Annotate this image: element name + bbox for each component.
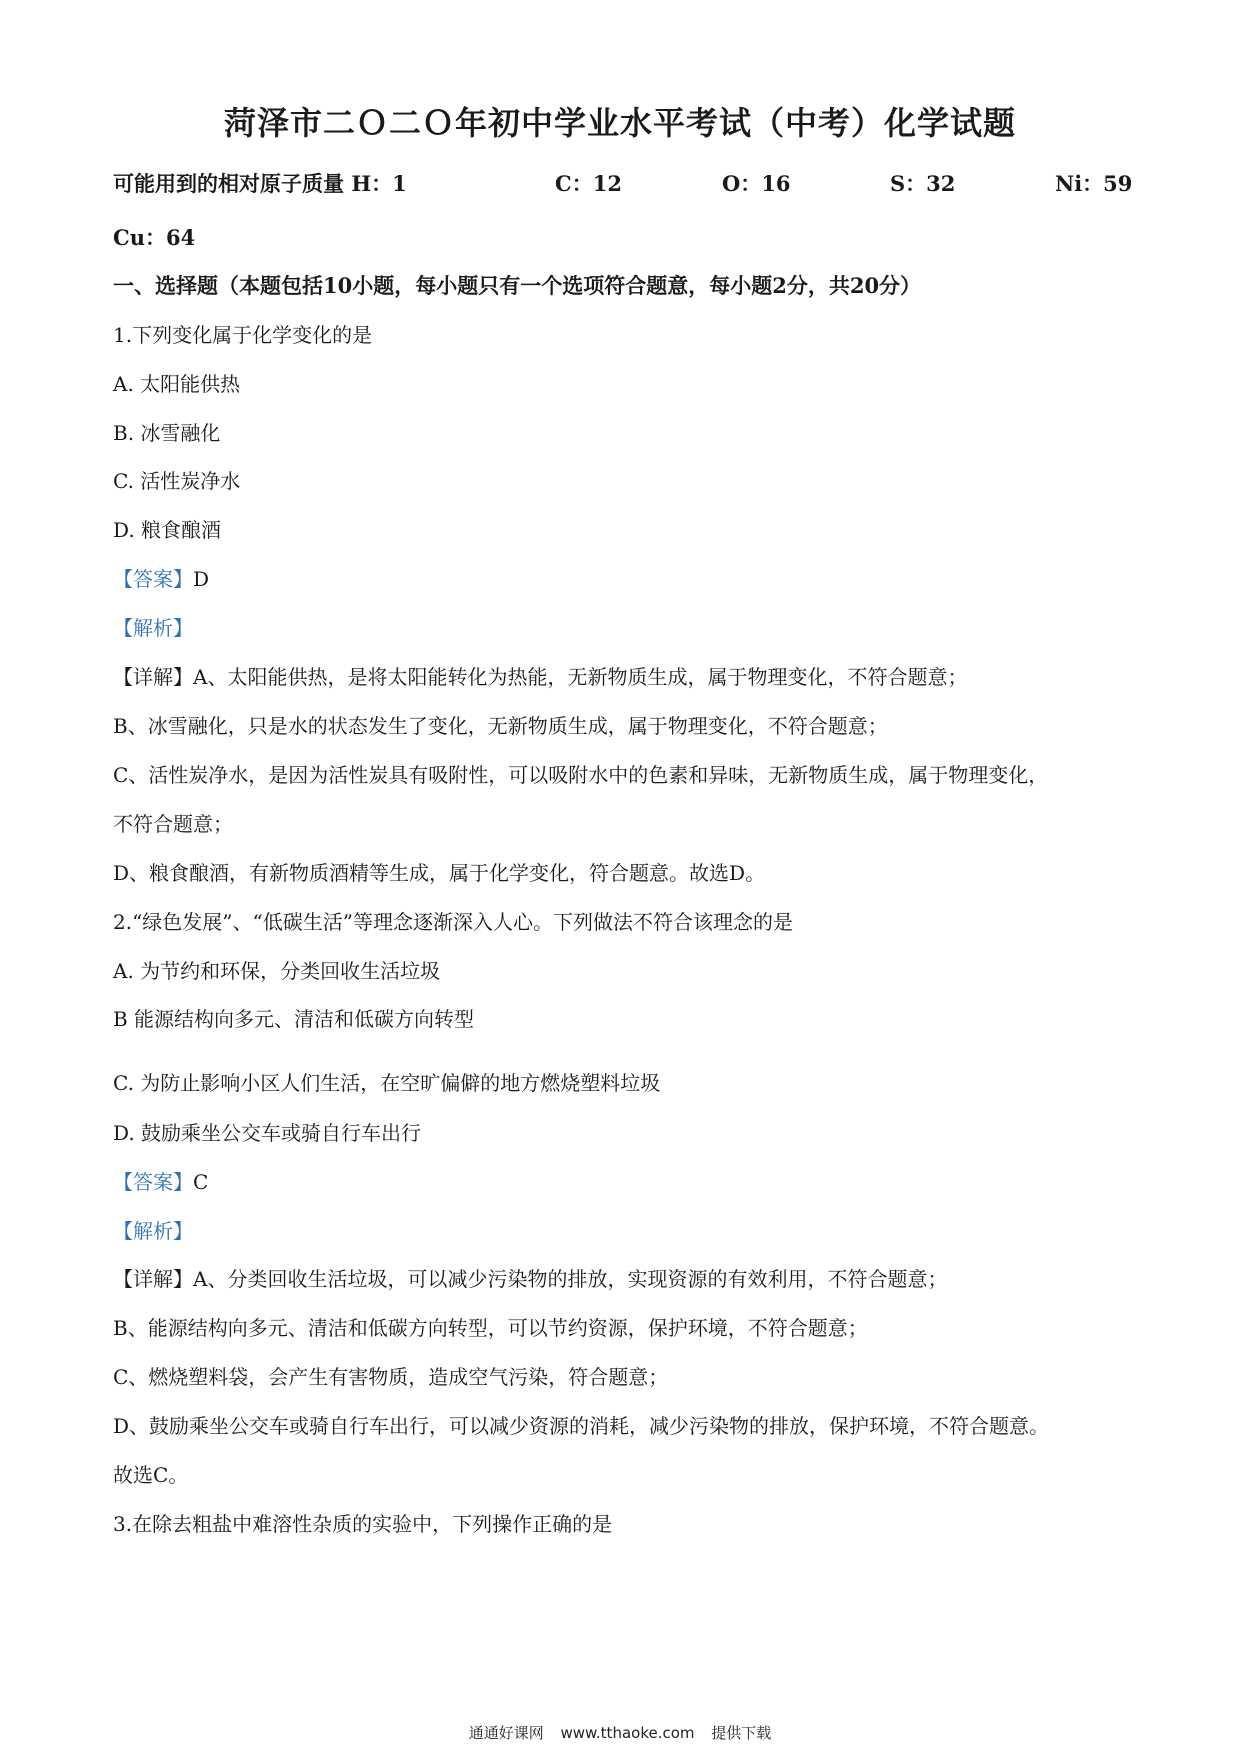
answer-tag: 【答案】 [113, 1170, 193, 1194]
page-footer [0, 1722, 1240, 1743]
question-1-detail-4: 不符合题意； [113, 812, 233, 836]
question-1-option-c: C. 活性炭净水 [113, 469, 241, 493]
question-1-answer [113, 563, 209, 592]
question-1-detail-2: B、冰雪融化，只是水的状态发生了变化，无新物质生成，属于物理变化，不符合题意； [113, 714, 888, 738]
question-2-detail-2: B、能源结构向多元、清洁和低碳方向转型，可以节约资源，保护环境，不符合题意； [113, 1316, 868, 1340]
question-1-option-b: B. 冰雪融化 [113, 421, 221, 445]
atomic-mass-s: S：32 [890, 171, 956, 196]
question-1-analysis-tag: 【解析】 [113, 616, 193, 640]
footer-site-name: 通通好课网 [468, 1724, 544, 1742]
question-2-option-d: D. 鼓励乘坐公交车或骑自行车出行 [113, 1121, 422, 1145]
question-2-detail-3: C、燃烧塑料袋，会产生有害物质，造成空气污染，符合题意； [113, 1365, 669, 1389]
answer-tag: 【答案】 [113, 567, 193, 591]
question-1-option-a: A. 太阳能供热 [113, 372, 241, 396]
question-2-detail-text-1: A、分类回收生活垃圾，可以减少污染物的排放，实现资源的有效利用，不符合题意； [193, 1267, 948, 1291]
footer-provide-download: 提供下载 [711, 1724, 772, 1742]
question-2-detail-4: D、鼓励乘坐公交车或骑自行车出行，可以减少资源的消耗，减少污染物的排放，保护环境，不符合题意。 [113, 1414, 1050, 1438]
atomic-mass-c: C：12 [555, 171, 622, 196]
atomic-mass-ni: Ni：59 [1055, 171, 1133, 196]
atomic-mass-h: H：1 [351, 171, 407, 196]
question-2-answer-value: C [193, 1170, 209, 1194]
question-3-stem: 3.在除去粗盐中难溶性杂质的实验中，下列操作正确的是 [113, 1512, 613, 1536]
question-1-answer-value: D [193, 567, 210, 591]
question-2-analysis-tag: 【解析】 [113, 1219, 193, 1243]
question-2-option-c: C. 为防止影响小区人们生活，在空旷偏僻的地方燃烧塑料垃圾 [113, 1071, 661, 1095]
question-1-detail-3: C、活性炭净水，是因为活性炭具有吸附性，可以吸附水中的色素和异味，无新物质生成，属于物理变化， [113, 763, 1049, 787]
atomic-mass-label-text: 可能用到的相对原子质量 [113, 171, 344, 196]
question-2-option-b: B 能源结构向多元、清洁和低碳方向转型 [113, 1007, 475, 1031]
question-2-stem: 2.“绿色发展”、“低碳生活”等理念逐渐深入人心。下列做法不符合该理念的是 [113, 910, 793, 934]
question-2-detail-5: 故选C。 [113, 1463, 189, 1487]
footer-url[interactable]: www.tthaoke.com [560, 1724, 695, 1742]
question-2-answer [113, 1166, 208, 1195]
section-heading: 一、选择题（本题包括10小题，每小题只有一个选项符合题意，每小题2分，共20分） [113, 273, 922, 298]
detail-tag: 【详解】 [113, 1267, 193, 1291]
detail-tag: 【详解】 [113, 665, 193, 689]
question-1-stem: 1.下列变化属于化学变化的是 [113, 323, 373, 347]
question-2-detail-1 [113, 1263, 947, 1292]
question-1-detail-1 [113, 661, 967, 690]
atomic-mass-o: O：16 [722, 171, 791, 196]
question-1-option-d: D. 粮食酿酒 [113, 518, 222, 542]
page-title: 菏泽市二Ｏ二Ｏ年初中学业水平考试（中考）化学试题 [223, 104, 1016, 142]
question-1-detail-text-1: A、太阳能供热，是将太阳能转化为热能，无新物质生成，属于物理变化，不符合题意； [193, 665, 968, 689]
question-1-detail-5: D、粮食酿酒，有新物质酒精等生成，属于化学变化，符合题意。故选D。 [113, 861, 766, 885]
atomic-mass-label [113, 168, 407, 198]
question-2-option-a: A. 为节约和环保，分类回收生活垃圾 [113, 959, 441, 983]
atomic-mass-cu: Cu：64 [113, 225, 196, 250]
